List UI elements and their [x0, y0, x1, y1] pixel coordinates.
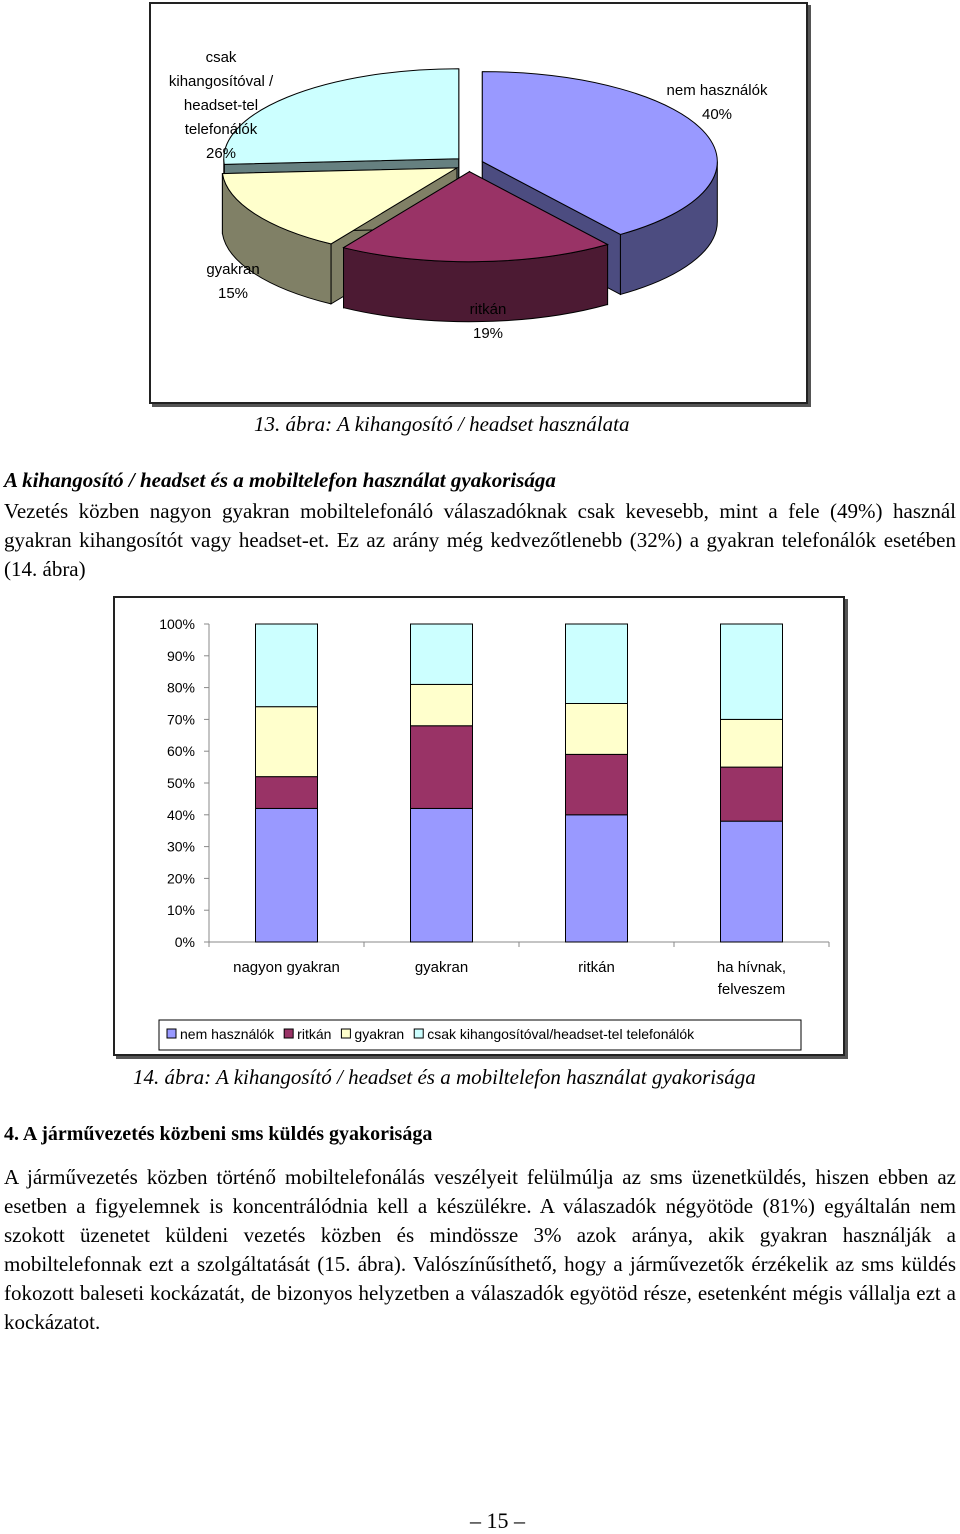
paragraph-2: A járművezetés közben történő mobiltelefonálás veszélyeit felülmúlja az sms üzenetküldés, hiszen ebben az esetben a figyelemnek is koncentrálódnia kell a készülékre. A válaszadók négyötöde (81%) egyáltalán nem szokott üzenetet küldeni vezetés közben és mindössze 3% azok aránya, akik gyakran használják a mobiltelefonnak ezt a szolgáltatását (15. ábra). Valószínűsíthető, hogy a járművezetők érzékelik az sms küldés fokozott baleseti kockázatát, de bizonyos helyzetben a válaszadók egyötöd része, esetenként mégis vállalja ezt a kockázatot.: [4, 1165, 956, 1334]
bar-csak-kihangos-t-val-headset-tel-telefon-l-k-1: [411, 624, 473, 684]
bar-csak-kihangos-t-val-headset-tel-telefon-l-k-0: [256, 624, 318, 707]
bar-nem-haszn-l-k-3: [721, 821, 783, 942]
page-number: – 15 –: [470, 1508, 525, 1533]
bar-nem-haszn-l-k-0: [256, 808, 318, 942]
y-tick-label: 50%: [166, 775, 195, 791]
bar-chart: [115, 598, 843, 1054]
y-tick-label: 60%: [166, 743, 195, 760]
pie-label-csak-kihangos-t-val-headset-tel-telefon-l-k: csak kihangosítóval / headset-tel telefonálók 26%: [168, 49, 274, 162]
pie-chart-frame: [149, 2, 808, 404]
y-tick-label: 10%: [166, 902, 195, 919]
y-tick-label: 30%: [166, 838, 195, 855]
x-category-label: gyakran: [414, 959, 469, 976]
y-tick-label: 0%: [174, 934, 195, 950]
legend-label-csak-kihangos-t-val-headset-tel-telefon-l-k: csak kihangosítóval/headset-tel telefonálók: [427, 1026, 695, 1042]
y-tick-label: 70%: [166, 711, 195, 728]
legend-swatch-nem-haszn-l-k: [167, 1029, 176, 1038]
figure-13-caption: 13. ábra: A kihangosító / headset használata: [254, 412, 630, 436]
legend-label-gyakran: gyakran: [354, 1026, 405, 1042]
legend-swatch-ritk-n: [284, 1029, 293, 1038]
bar-nem-haszn-l-k-2: [566, 815, 628, 942]
x-category-label: nagyon gyakran: [233, 959, 340, 976]
x-category-label: ha hívnak, felveszem: [716, 959, 787, 998]
y-tick-label: 20%: [166, 870, 195, 887]
bar-gyakran-0: [256, 707, 318, 777]
figure-14-caption: 14. ábra: A kihangosító / headset és a mobiltelefon használat gyakorisága: [133, 1065, 756, 1089]
bar-ritk-n-3: [721, 767, 783, 821]
bar-csak-kihangos-t-val-headset-tel-telefon-l-k-3: [721, 624, 783, 719]
legend-swatch-gyakran: [341, 1029, 350, 1038]
bar-chart-frame: [113, 596, 845, 1056]
legend-label-nem-haszn-l-k: nem használók: [180, 1026, 275, 1042]
pie-label-ritk-n: ritkán 19%: [469, 301, 507, 342]
bar-gyakran-3: [721, 719, 783, 767]
pie-label-nem-haszn-l-k: nem használók 40%: [666, 82, 768, 123]
y-tick-label: 100%: [159, 616, 195, 632]
section-title: 4. A járművezetés közbeni sms küldés gyakorisága: [4, 1123, 433, 1145]
bar-gyakran-2: [566, 704, 628, 755]
y-tick-label: 40%: [166, 806, 195, 823]
bar-gyakran-1: [411, 684, 473, 725]
y-tick-label: 90%: [166, 647, 195, 664]
pie-label-gyakran: gyakran 15%: [206, 261, 260, 302]
y-tick-label: 80%: [166, 679, 195, 696]
pie-chart: [151, 4, 806, 402]
bar-ritk-n-2: [566, 754, 628, 814]
subsection-heading: A kihangosító / headset és a mobiltelefon használat gyakorisága: [4, 468, 556, 492]
paragraph-1: Vezetés közben nagyon gyakran mobiltelefonáló válaszadóknak csak kevesebb, mint a fele (49%) használ gyakran kihangosítót vagy headset-et. Ez az arány még kedvezőtlenebb (32%) a gyakran telefonálók esetében (14. ábra): [4, 499, 956, 581]
bar-ritk-n-1: [411, 726, 473, 809]
bar-nem-haszn-l-k-1: [411, 808, 473, 942]
legend-label-ritk-n: ritkán: [297, 1026, 332, 1042]
x-category-label: ritkán: [578, 959, 615, 976]
bar-csak-kihangos-t-val-headset-tel-telefon-l-k-2: [566, 624, 628, 704]
legend-swatch-csak-kihangos-t-val-headset-tel-telefon-l-k: [414, 1029, 423, 1038]
bar-ritk-n-0: [256, 777, 318, 809]
bar-legend: [159, 1020, 801, 1050]
